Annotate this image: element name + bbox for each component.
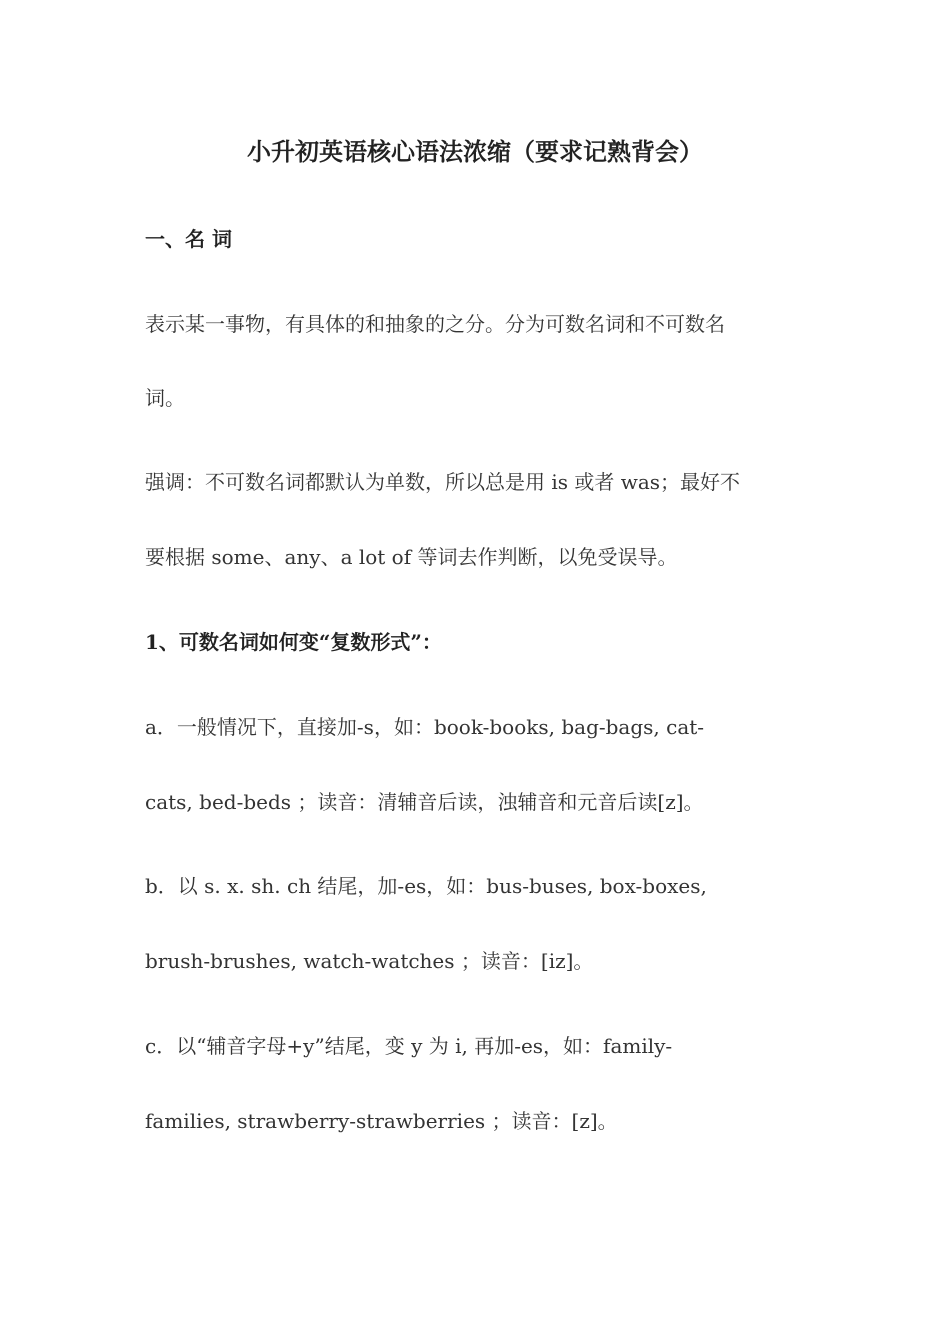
rule-b-line-2: brush-brushes, watch-watches ；读音：[iz]。 [145, 949, 594, 973]
section-heading-nouns: 一、名 词 [145, 227, 232, 251]
rule-c-line-2: families, strawberry-strawberries ；读音：[z]。 [145, 1109, 618, 1133]
subheading-plural-forms: 1、可数名词如何变“复数形式”： [145, 630, 442, 654]
rule-a-line-2: cats, bed-beds ；读音：清辅音后读，浊辅音和元音后读[z]。 [145, 790, 704, 814]
emphasis-line-2: 要根据 some、any、a lot of 等词去作判断，以免受误导。 [145, 545, 678, 569]
rule-a-line-1: a．一般情况下，直接加-s，如：book-books, bag-bags, cat- [145, 715, 705, 739]
definition-line-2: 词。 [145, 386, 185, 410]
definition-line-1: 表示某一事物，有具体的和抽象的之分。分为可数名词和不可数名 [145, 312, 725, 336]
rule-b-line-1: b．以 s. x. sh. ch 结尾，加-es，如：bus-buses, box-boxes, [145, 874, 707, 898]
document-title: 小升初英语核心语法浓缩（要求记熟背会） [247, 137, 703, 166]
emphasis-line-1: 强调：不可数名词都默认为单数，所以总是用 is 或者 was；最好不 [145, 470, 741, 494]
rule-c-line-1: c．以“辅音字母+y”结尾，变 y 为 i, 再加-es，如：family- [145, 1034, 673, 1058]
